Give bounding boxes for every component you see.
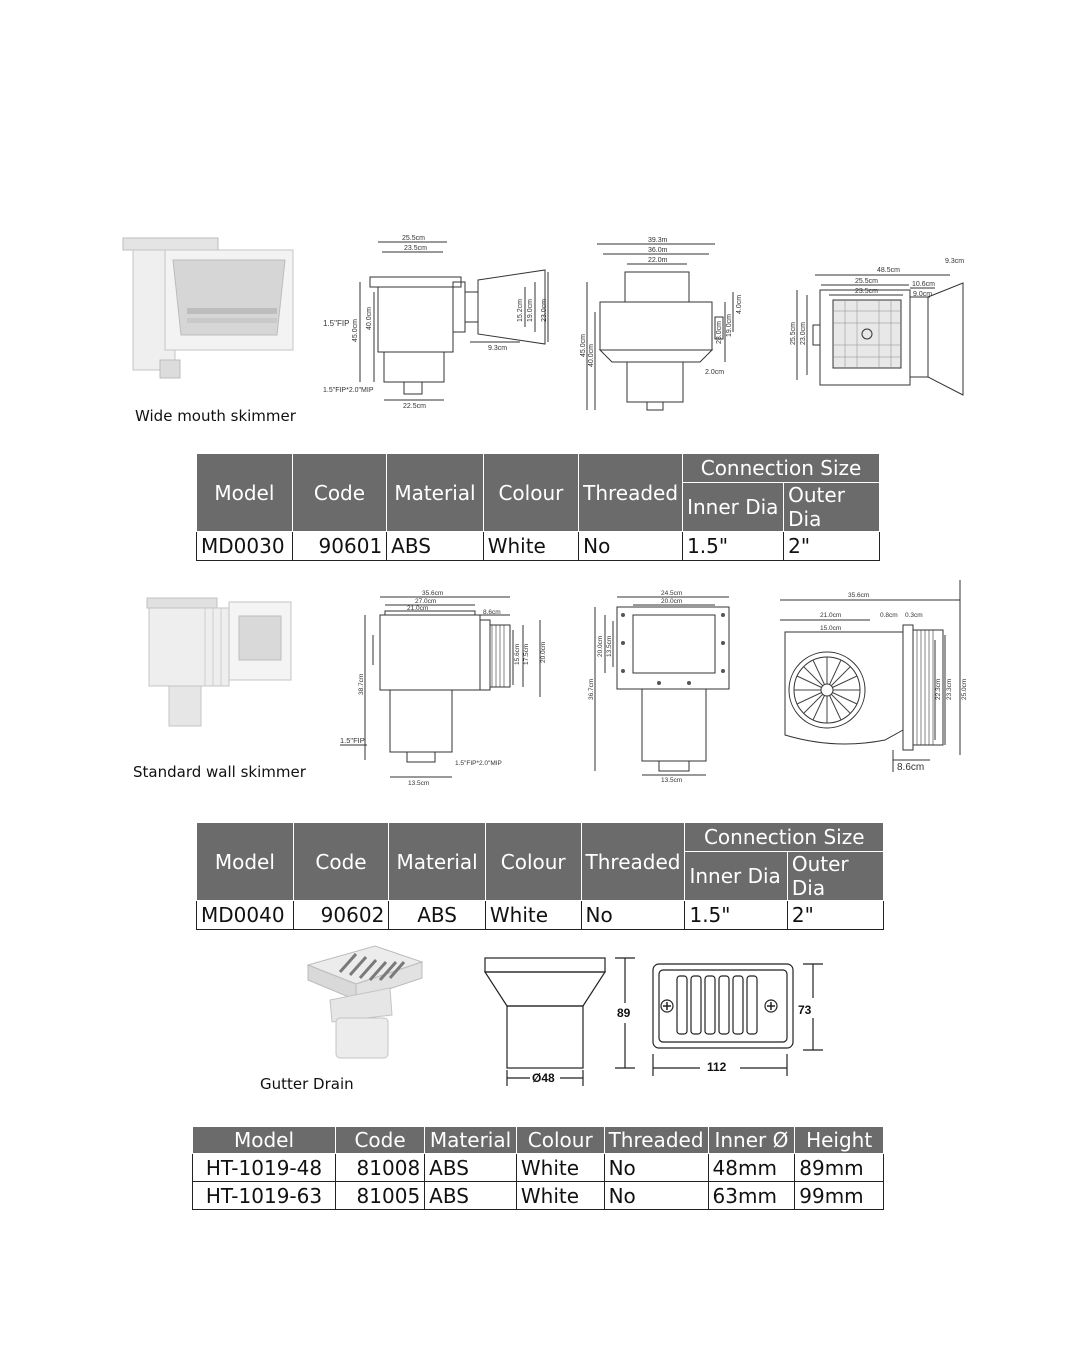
cell-inner-dia: 48mm: [708, 1154, 795, 1182]
dim-label: 1.5"FIP: [323, 319, 350, 328]
dim-label: 22.5cm: [403, 403, 426, 410]
dim-label: 21.0cm: [820, 612, 842, 619]
cell-threaded: No: [581, 901, 685, 930]
dim-label: 9.0cm: [913, 291, 933, 298]
cell-model: HT-1019-48: [193, 1154, 336, 1182]
spec-table-gutter-drain: [192, 1126, 884, 1210]
dim-label: 20.0cm: [661, 598, 683, 605]
cell-height: 99mm: [795, 1182, 884, 1210]
cell-model: MD0040: [197, 901, 294, 930]
wide-mouth-skimmer-photo: [115, 230, 300, 390]
dim-label: 23.5cm: [404, 245, 427, 252]
standard-wall-side-profile-drawing: [775, 580, 970, 775]
table-row: [193, 1154, 884, 1182]
dim-label: 13.5cm: [408, 780, 430, 787]
cell-height: 89mm: [795, 1154, 884, 1182]
col-header-inner-dia: Inner Dia: [685, 852, 787, 901]
cell-threaded: No: [604, 1182, 708, 1210]
dim-label: 4.0cm: [736, 294, 743, 314]
col-header-material: Material: [387, 454, 484, 532]
dim-label: 24.5cm: [661, 590, 683, 597]
spec-table-standard-wall: [196, 822, 884, 930]
dim-label: 35.6cm: [848, 592, 870, 599]
cell-code: 90602: [293, 901, 389, 930]
cell-threaded: No: [604, 1154, 708, 1182]
cell-colour: White: [516, 1154, 604, 1182]
dim-label: 9.3cm: [488, 345, 508, 352]
dim-label: 0.8cm: [880, 612, 898, 619]
dim-label: 23.0cm: [800, 322, 807, 345]
dim-width-label: 112: [707, 1060, 727, 1074]
dim-label: 40.0cm: [588, 344, 595, 367]
cell-code: 81005: [335, 1182, 424, 1210]
col-header-inner-dia: Inner Ø: [708, 1127, 795, 1154]
col-header-model: Model: [193, 1127, 336, 1154]
dim-label: 15.0cm: [820, 625, 842, 632]
col-header-code: Code: [292, 454, 386, 532]
dim-label: 20.0cm: [597, 635, 604, 657]
cell-material: ABS: [425, 1182, 517, 1210]
dim-label: 25.5cm: [402, 235, 425, 242]
col-header-connection-size: Connection Size: [683, 454, 880, 483]
col-header-outer-dia: Outer Dia: [787, 852, 883, 901]
col-header-material: Material: [425, 1127, 517, 1154]
dim-label: 45.0cm: [580, 334, 587, 357]
dim-label: 13.5cm: [661, 777, 683, 784]
cell-outer-dia: 2": [787, 901, 883, 930]
dim-label: 1.5"FIP: [340, 736, 365, 745]
dim-label: 15.2cm: [517, 299, 524, 322]
cell-material: ABS: [389, 901, 486, 930]
table-row: [193, 1182, 884, 1210]
wide-mouth-front-drawing: [575, 232, 755, 412]
table-row: [197, 532, 880, 561]
dim-label: 19.0cm: [527, 299, 534, 322]
dim-label: 45.0cm: [352, 319, 359, 342]
cell-inner-dia: 1.5": [685, 901, 787, 930]
dim-label: 1.5"FIP*2.0"MIP: [455, 760, 502, 767]
col-header-inner-dia: Inner Dia: [683, 483, 784, 532]
col-header-colour: Colour: [485, 823, 581, 901]
col-header-code: Code: [335, 1127, 424, 1154]
dim-label: 22.3cm: [935, 678, 942, 700]
dim-label: 13.5cm: [606, 635, 613, 657]
gutter-drain-side-drawing: [475, 948, 650, 1088]
cell-inner-dia: 63mm: [708, 1182, 795, 1210]
dim-label: 8.6cm: [483, 609, 501, 616]
product-caption: Gutter Drain: [260, 1075, 354, 1093]
gutter-drain-photo: [300, 940, 430, 1065]
col-header-threaded: Threaded: [581, 823, 685, 901]
dim-label: 39.3m: [648, 237, 668, 244]
dim-label: 25.0cm: [961, 678, 968, 700]
dim-label: 8.6cm: [897, 762, 925, 773]
dim-label: 40.0cm: [366, 307, 373, 330]
cell-colour: White: [485, 901, 581, 930]
wide-mouth-side-drawing: [320, 232, 560, 412]
cell-colour: White: [483, 532, 578, 561]
dim-label: 19.0cm: [726, 314, 733, 337]
dim-label: 36.0m: [648, 247, 668, 254]
dim-label: 35.6cm: [422, 590, 444, 597]
dim-label: 25.5cm: [790, 322, 797, 345]
cell-model: HT-1019-63: [193, 1182, 336, 1210]
col-header-threaded: Threaded: [579, 454, 683, 532]
dim-label: 15.6cm: [514, 643, 521, 665]
dim-label: 20.0cm: [540, 641, 547, 663]
dim-depth-label: 73: [798, 1003, 812, 1017]
dim-label: 48.5cm: [877, 267, 900, 274]
cell-material: ABS: [425, 1154, 517, 1182]
col-header-model: Model: [197, 823, 294, 901]
dim-label: 23.0cm: [716, 321, 723, 344]
wide-mouth-top-drawing: [785, 255, 975, 405]
product-caption: Standard wall skimmer: [133, 763, 306, 781]
dim-label: 25.5cm: [855, 278, 878, 285]
col-header-height: Height: [795, 1127, 884, 1154]
col-header-colour: Colour: [516, 1127, 604, 1154]
product-caption: Wide mouth skimmer: [135, 407, 296, 425]
col-header-code: Code: [293, 823, 389, 901]
dim-dia-label: Ø48: [532, 1071, 555, 1085]
cell-threaded: No: [579, 532, 683, 561]
cell-model: MD0030: [197, 532, 293, 561]
cell-code: 81008: [335, 1154, 424, 1182]
dim-label: 36.7cm: [588, 678, 595, 700]
dim-label: 23.3cm: [946, 678, 953, 700]
dim-label: 21.0cm: [407, 605, 429, 612]
dim-label: 2.0cm: [705, 369, 725, 376]
dim-label: 38.7cm: [358, 673, 365, 695]
cell-inner-dia: 1.5": [683, 532, 784, 561]
dim-height-label: 89: [617, 1006, 631, 1020]
col-header-colour: Colour: [483, 454, 578, 532]
cell-material: ABS: [387, 532, 484, 561]
col-header-material: Material: [389, 823, 486, 901]
standard-wall-side-drawing: [335, 585, 550, 790]
dim-label: 23.0cm: [541, 299, 548, 322]
dim-label: 1.5"FIP*2.0"MIP: [323, 387, 374, 394]
cell-colour: White: [516, 1182, 604, 1210]
dim-label: 27.0cm: [415, 598, 437, 605]
standard-wall-skimmer-photo: [135, 590, 310, 735]
cell-code: 90601: [292, 532, 386, 561]
dim-label: 10.6cm: [912, 281, 935, 288]
dim-label: 9.3cm: [945, 258, 965, 265]
dim-label: 17.5cm: [523, 643, 530, 665]
dim-label: 23.5cm: [855, 288, 878, 295]
col-header-model: Model: [197, 454, 293, 532]
standard-wall-front-drawing: [585, 585, 735, 785]
col-header-threaded: Threaded: [604, 1127, 708, 1154]
gutter-drain-top-drawing: [645, 958, 830, 1080]
col-header-connection-size: Connection Size: [685, 823, 884, 852]
table-row: [197, 901, 884, 930]
col-header-outer-dia: Outer Dia: [784, 483, 880, 532]
cell-outer-dia: 2": [784, 532, 880, 561]
dim-label: 22.0m: [648, 257, 668, 264]
dim-label: 0.3cm: [905, 612, 923, 619]
spec-table-wide-mouth: [196, 453, 880, 561]
